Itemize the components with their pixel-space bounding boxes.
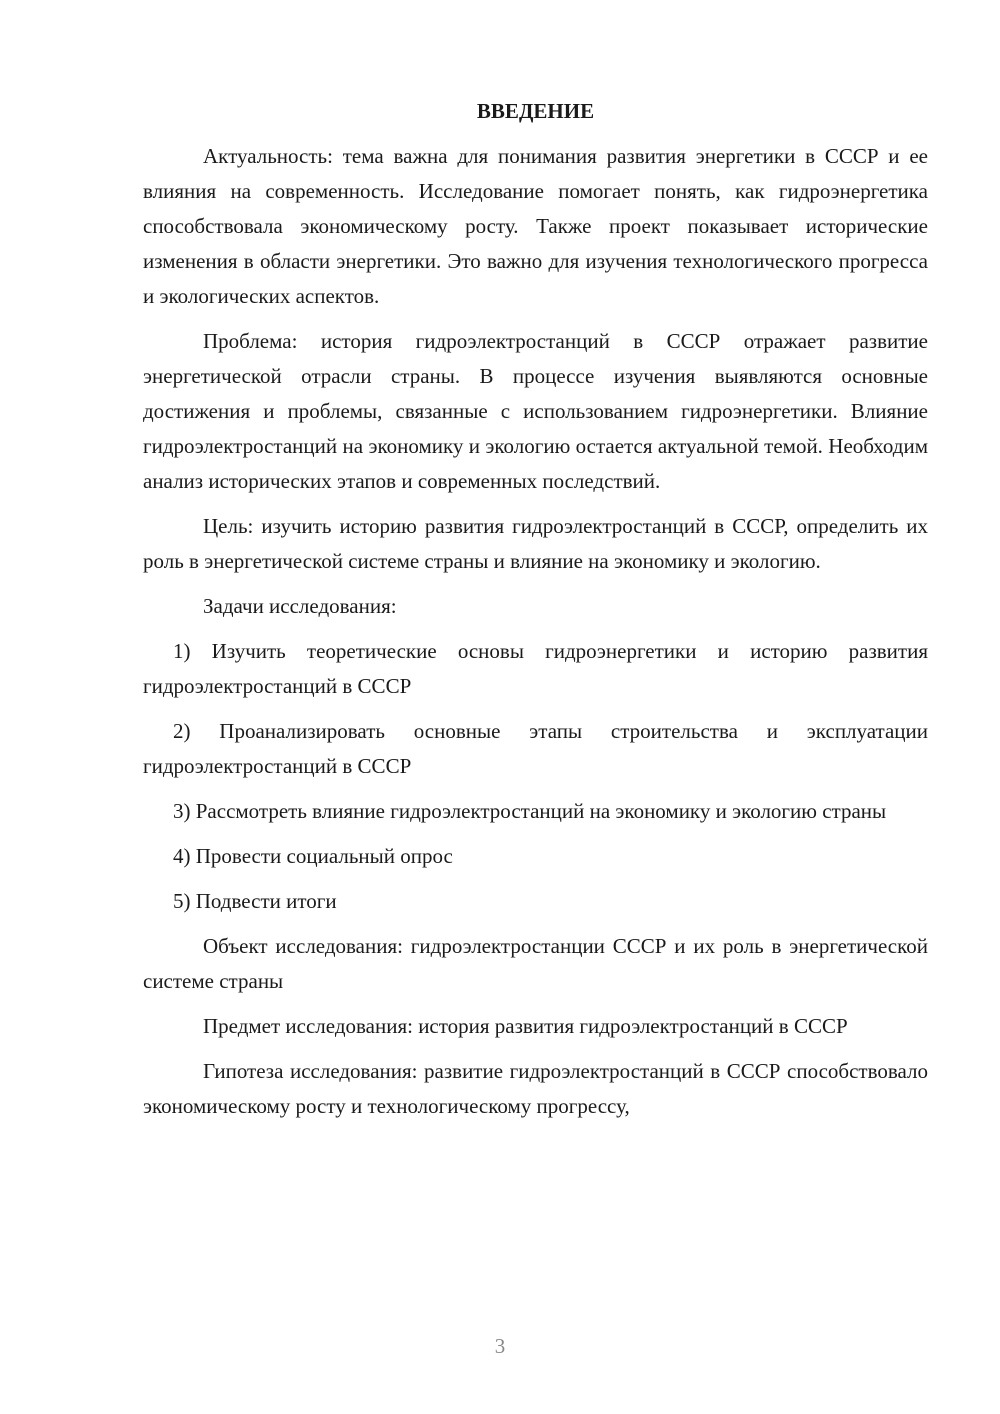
task-item: 4) Провести социальный опрос: [173, 844, 453, 868]
tasks-heading: Задачи исследования:: [203, 594, 397, 618]
task-item: 2) Проанализировать основные этапы строительства и эксплуатации гидроэлектростанций в СССР: [143, 719, 928, 778]
goal-paragraph: Цель: изучить историю развития гидроэлектростанций в СССР, определить их роль в энергетической системе страны и влияние на экономику и экологию.: [143, 514, 928, 573]
task-item: 5) Подвести итоги: [173, 889, 337, 913]
tasks-list: [143, 634, 928, 919]
page-number: 3: [494, 1334, 506, 1358]
hypothesis-paragraph: Гипотеза исследования: развитие гидроэлектростанций в СССР способствовало экономическому росту и технологическому прогрессу,: [143, 1059, 928, 1118]
task-item: 1) Изучить теоретические основы гидроэнергетики и историю развития гидроэлектростанций в СССР: [143, 639, 928, 698]
object-paragraph: Объект исследования: гидроэлектростанции СССР и их роль в энергетической системе страны: [143, 934, 928, 993]
section-title: ВВЕДЕНИЕ: [476, 99, 595, 123]
task-item: 3) Рассмотреть влияние гидроэлектростанций на экономику и экологию страны: [173, 799, 887, 823]
document-page: [143, 96, 928, 1134]
problem-paragraph: Проблема: история гидроэлектростанций в СССР отражает развитие энергетической отрасли страны. В процессе изучения выявляются основные достижения и проблемы, связанные с использованием гидроэнергетики. Влияние гидроэлектростанций на экономику и экологию остается актуальной темой. Необходим анализ исторических этапов и современных последствий.: [143, 329, 928, 493]
relevance-paragraph: Актуальность: тема важна для понимания развития энергетики в СССР и ее влияния на современность. Исследование помогает понять, как гидроэнергетика способствовала экономическому росту. Также проект показывает исторические изменения в области энергетики. Это важно для изучения технологического прогресса и экологических аспектов.: [143, 144, 928, 308]
subject-paragraph: Предмет исследования: история развития гидроэлектростанций в СССР: [203, 1014, 848, 1038]
